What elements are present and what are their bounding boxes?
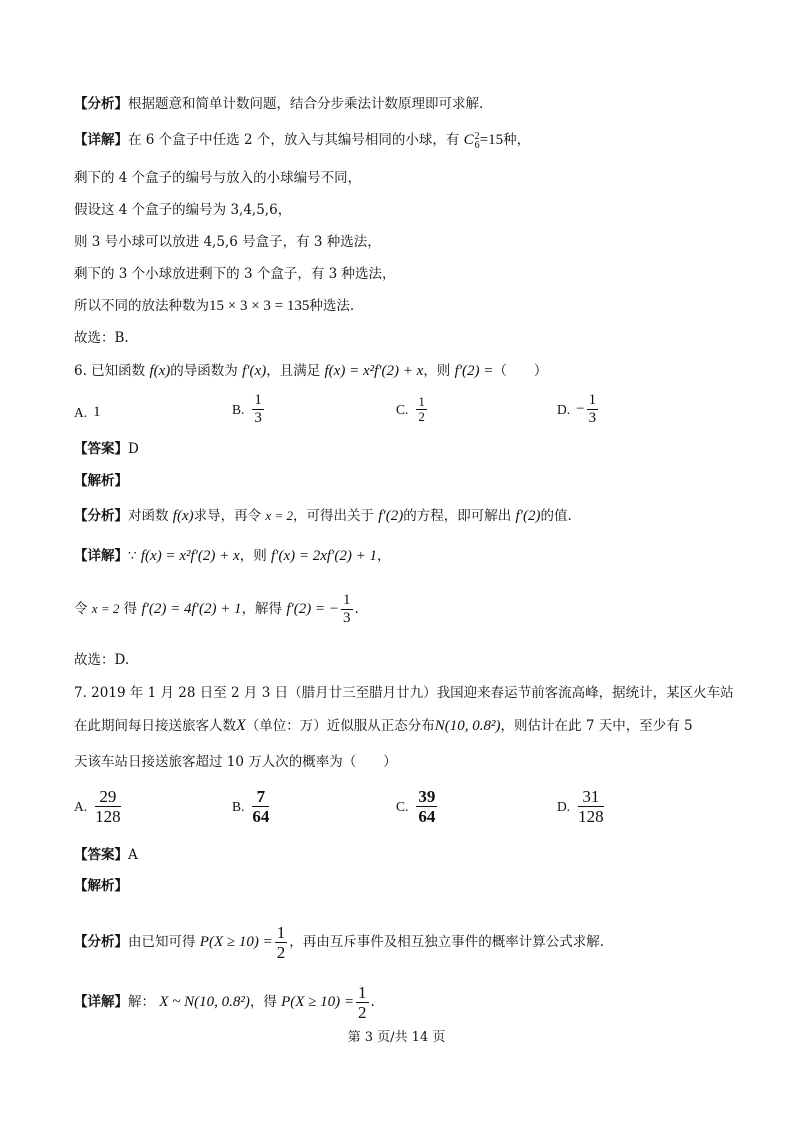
q5-detail-line <box>74 130 530 150</box>
q6-jiexi: 【解析】 <box>74 473 128 489</box>
q5-line5: 剩下的 3 个小球放进剩下的 3 个盒子，有 3 种选法， <box>74 266 396 282</box>
q7-detail: 【详解】解： X ~ N(10, 0.8²)，得 P(X ≥ 10) = $\frac{1}{2}$ . <box>74 983 375 1022</box>
q7-option-c: C. $\frac{39}{64}$ <box>396 787 436 826</box>
q7-option-b: B. $\frac{7}{64}$ <box>232 787 270 826</box>
q5-line6: 所以不同的放法种数为15 × 3 × 3 = 135种选法. <box>74 298 355 314</box>
product-expr: 15 × 3 × 3 = 135 <box>209 298 310 314</box>
ask-expr: f′(2) = <box>454 363 494 379</box>
fx-expr: f(x) <box>149 363 171 379</box>
q5-choice: 故选：B. <box>74 330 129 346</box>
q6-option-c: C. $\frac{1}{2}$ <box>396 394 425 424</box>
q6-detail-line2: 令 x = 2 得 f′(2) = 4f′(2) + 1，解得 f′(2) = − $\frac{1}{3}$ . <box>74 592 359 626</box>
q5-analysis-line <box>74 94 483 114</box>
q6-analysis: 【分析】对函数 f(x)求导，再令 x = 2，可得出关于 f′(2)的方程，即可解出 f′(2)的值. <box>74 508 572 524</box>
q7-option-d: D. $\frac{31}{128}$ <box>557 787 604 826</box>
q5-line2: 剩下的 4 个盒子的编号与放入的小球编号不同， <box>74 170 362 186</box>
analysis-tag: 【分析】 <box>74 96 128 112</box>
detail-tag: 【详解】 <box>74 132 128 148</box>
q5-line4: 则 3 号小球可以放进 4,5,6 号盒子，有 3 种选法， <box>74 234 381 250</box>
q6-answer: 【答案】D <box>74 441 139 457</box>
q7-stem-line1: 7. 2019 年 1 月 28 日至 2 月 3 日（腊月廿三至腊月廿九）我国迎来春运节前客流高峰，据统计，某区火车站 <box>74 685 734 701</box>
combination-expr: C 2 6 =15 <box>463 130 504 151</box>
analysis-text: 根据题意和简单计数问题，结合分步乘法计数原理即可求解. <box>128 96 484 112</box>
fpx-expr: f′(x) <box>242 363 267 379</box>
q7-stem-line3: 天该车站日接送旅客超过 10 万人次的概率为（ ） <box>74 754 397 770</box>
page-footer: 第 3 页/共 14 页 <box>347 1030 446 1045</box>
q7-option-a: A. $\frac{29}{128}$ <box>74 787 121 826</box>
q7-jiexi: 【解析】 <box>74 878 128 894</box>
q6-choice: 故选：D. <box>74 652 130 668</box>
q6-option-a: A. 1 <box>74 404 101 420</box>
q7-answer: 【答案】A <box>74 847 138 863</box>
q7-analysis: 【分析】由已知可得 P(X ≥ 10) = $\frac{1}{2}$ ，再由互斥事件及相互独立事件的概率计算公式求解. <box>74 923 605 962</box>
detail-post: 种， <box>503 132 531 148</box>
q6-option-b: B. $\frac{1}{3}$ <box>232 392 262 426</box>
q6-stem: 6. 已知函数 f(x)的导函数为 f′(x)，且满足 f(x) = x²f′(2) + x，则 f′(2) =（ ） <box>74 363 548 379</box>
q5-line3: 假设这 4 个盒子的编号为 3,4,5,6， <box>74 202 292 218</box>
q6-detail: 【详解】∵ f(x) = x²f′(2) + x，则 f′(x) = 2xf′(2) + 1， <box>74 548 391 564</box>
q6-option-d: D. − $\frac{1}{3}$ <box>557 392 597 426</box>
q7-stem-line2: 在此期间每日接送旅客人数X（单位：万）近似服从正态分布N(10, 0.8²)，则估计在此 7 天中，至少有 5 <box>74 717 693 734</box>
condition-expr: f(x) = x²f′(2) + x <box>324 363 424 379</box>
detail-text: 在 6 个盒子中任选 2 个，放入与其编号相同的小球，有 <box>128 132 460 148</box>
